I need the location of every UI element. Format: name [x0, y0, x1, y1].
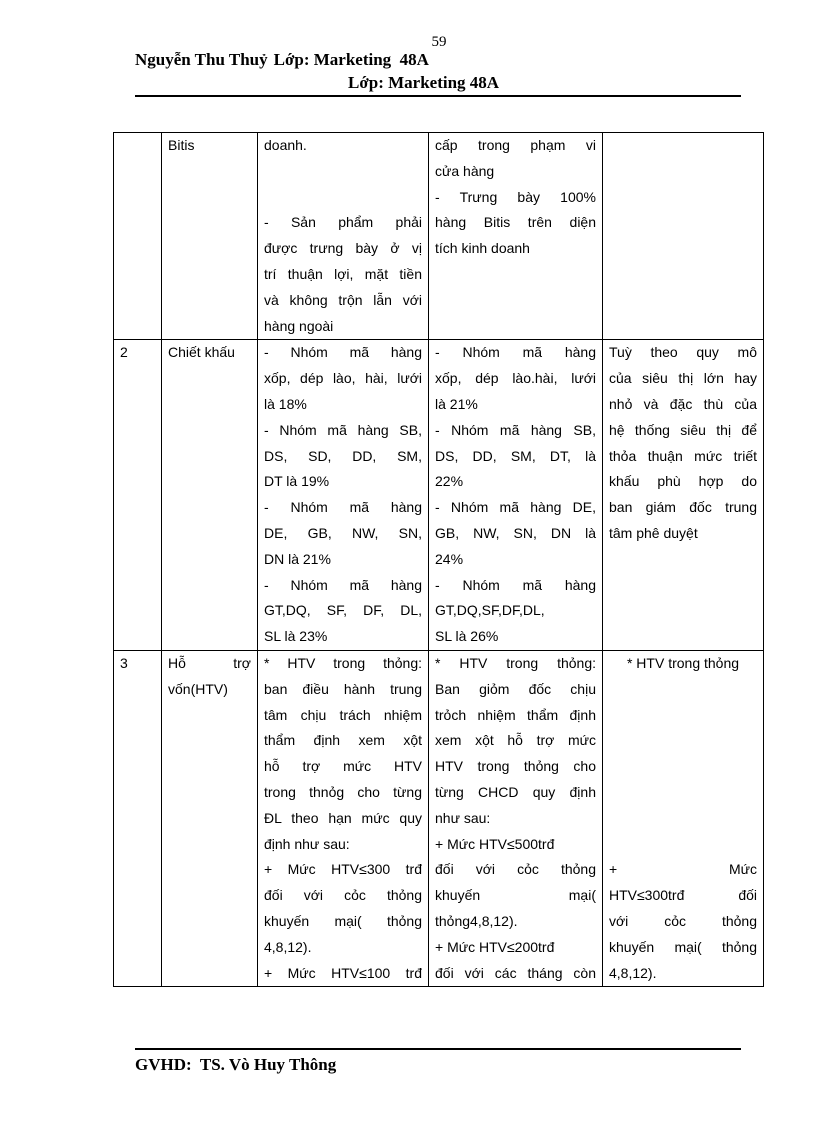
text-line: * HTV trong thỏng:	[264, 654, 422, 671]
text-line: trí thuận lợi, mặt tiền	[264, 265, 422, 282]
text-line: Ban giỏm đốc chịu	[435, 680, 596, 697]
text-line: nhỏ và đặc thù của	[609, 395, 757, 412]
text-line: với cỏc thỏng	[609, 912, 757, 929]
text-line: doanh.	[264, 137, 307, 153]
text-line: thẩm định xem xột	[264, 732, 422, 749]
blank-line	[264, 159, 422, 185]
text-line: 24%	[435, 550, 464, 567]
cell-no	[114, 133, 162, 340]
text-line: + Mức HTV≤200trđ	[435, 938, 555, 955]
header-author-class	[135, 50, 429, 70]
text-line: hệ thống siêu thị để	[609, 421, 757, 438]
blank-line	[609, 677, 757, 703]
text-line: GB, NW, SN, DN là	[435, 524, 596, 541]
text-line: xốp, dép lào.hài, lưới	[435, 370, 596, 387]
text-line: ban điều hành trung	[264, 680, 422, 697]
text-line: - Nhóm mã hàng SB,	[435, 421, 596, 438]
text-line: DS, DD, SM, DT, là	[435, 447, 596, 464]
blank-line	[264, 185, 422, 211]
text-line: khuyến mại(	[435, 887, 596, 904]
text-line: ĐL theo hạn mức quy	[264, 809, 422, 826]
text-line: đối với các tháng còn	[435, 964, 596, 981]
blank-line	[609, 703, 757, 729]
text-line: trỏch nhiệm thẩm định	[435, 706, 596, 723]
text-line: hỗ trợ mức HTV	[264, 758, 422, 775]
text-line: DS, SD, DD, SM,	[264, 447, 422, 464]
text-line: HTV trong thỏng cho	[435, 758, 596, 775]
text-line: Tuỳ theo quy mô	[609, 344, 757, 361]
cell-col5	[603, 340, 764, 651]
cell-no: 2	[114, 340, 162, 651]
text-line: Hỗ trợ	[168, 654, 251, 671]
text-line: được trưng bày ở vị	[264, 240, 422, 257]
blank-line	[609, 806, 757, 832]
text-line: cửa hàng	[435, 162, 495, 179]
text-line: DE, GB, NW, SN,	[264, 524, 422, 541]
footer-supervisor: GVHD: TS. Vò Huy Thông	[135, 1055, 337, 1074]
text-line: thỏa thuận mức triết	[609, 447, 757, 464]
text-line: như sau:	[435, 809, 491, 826]
text-line: GT,DQ,SF,DF,DL,	[435, 602, 545, 619]
text-line: thỏng4,8,12).	[435, 912, 518, 929]
text-line: SL là 26%	[435, 628, 499, 645]
cell-name: Bitis	[162, 133, 258, 340]
text-line: 4,8,12).	[264, 938, 312, 955]
text-line: cấp trong phạm vi	[435, 137, 596, 153]
text-line: hàng ngoài	[264, 317, 334, 334]
text-line: * HTV trong thỏng	[626, 654, 740, 671]
text-line: xem xột hỗ trợ mức	[435, 732, 596, 749]
text-line: DT là 19%	[264, 473, 330, 490]
text-line: - Nhóm mã hàng	[435, 576, 596, 593]
text-line: SL là 23%	[264, 628, 328, 645]
cell-col5	[603, 650, 764, 986]
text-line: - Nhóm mã hàng SB,	[264, 421, 422, 438]
cell-col4	[429, 650, 603, 986]
cell-col5	[603, 133, 764, 340]
table-row	[114, 650, 764, 986]
text-line: GT,DQ, SF, DF, DL,	[264, 602, 422, 619]
text-line: khuyến mại( thỏng	[609, 938, 757, 955]
text-line: từng CHCD quy định	[435, 783, 596, 800]
text-line: khuyến mại( thỏng	[264, 912, 422, 929]
text-line: - Nhóm mã hàng	[264, 344, 422, 361]
header-class-label: Lớp: Marketing 48A	[273, 50, 429, 69]
blank-line	[609, 754, 757, 780]
text-line: khấu phù hợp do	[609, 473, 757, 490]
footer-divider	[135, 1048, 741, 1050]
text-line: - Nhóm mã hàng	[264, 499, 422, 516]
text-line: + Mức HTV≤300 trđ	[264, 861, 422, 878]
table-row	[114, 340, 764, 651]
page-number: 59	[431, 34, 447, 50]
text-line: xốp, dép lào, hài, lưới	[264, 370, 422, 387]
text-line: ban giám đốc trung	[609, 499, 757, 516]
cell-col3	[258, 133, 429, 340]
cell-name	[162, 650, 258, 986]
text-line: tâm chịu trách nhiệm	[264, 706, 422, 723]
blank-line	[609, 832, 757, 858]
text-line: đối với cỏc thỏng	[264, 887, 422, 904]
text-line: * HTV trong thỏng:	[435, 654, 596, 671]
cell-col4	[429, 133, 603, 340]
text-line: + Mức HTV≤500trđ	[435, 835, 555, 852]
header-class-repeat: Lớp: Marketing 48A	[348, 73, 500, 92]
text-line: của siêu thị lớn hay	[609, 370, 757, 387]
text-line: đối với cỏc thỏng	[435, 861, 596, 878]
text-line: + Mức HTV≤100 trđ	[264, 964, 422, 981]
text-line: 22%	[435, 473, 464, 490]
header-divider	[135, 95, 741, 97]
table-row	[114, 133, 764, 340]
cell-no: 3	[114, 650, 162, 986]
text-line: - Nhóm mã hàng	[264, 576, 422, 593]
text-line: - Nhóm mã hàng	[435, 344, 596, 361]
cell-col3	[258, 650, 429, 986]
text-line: 4,8,12).	[609, 964, 657, 981]
text-line: - Nhóm mã hàng DE,	[435, 499, 596, 516]
text-line: hàng Bitis trên diện	[435, 214, 596, 231]
text-line: DN là 21%	[264, 550, 331, 567]
text-line: - Sản phẩm phải	[264, 214, 422, 231]
text-line: vốn(HTV)	[168, 680, 228, 697]
text-line: định như sau:	[264, 835, 350, 852]
blank-line	[609, 780, 757, 806]
policy-table	[113, 132, 764, 987]
blank-line	[609, 728, 757, 754]
text-line: là 21%	[435, 395, 478, 412]
text-line: - Trưng bày 100%	[435, 188, 596, 205]
text-line: + Mức	[609, 861, 757, 878]
text-line: trong thnỏg cho từng	[264, 783, 422, 800]
text-line: và không trộn lẫn với	[264, 291, 422, 308]
cell-col4	[429, 340, 603, 651]
text-line: tâm phê duyệt	[609, 524, 698, 541]
cell-col3	[258, 340, 429, 651]
text-line: tích kinh doanh	[435, 240, 530, 257]
text-line: HTV≤300trđ đối	[609, 887, 757, 904]
header-author-name: Nguyễn Thu Thuỷ	[135, 50, 268, 69]
text-line: là 18%	[264, 395, 307, 412]
cell-name: Chiết khấu	[162, 340, 258, 651]
